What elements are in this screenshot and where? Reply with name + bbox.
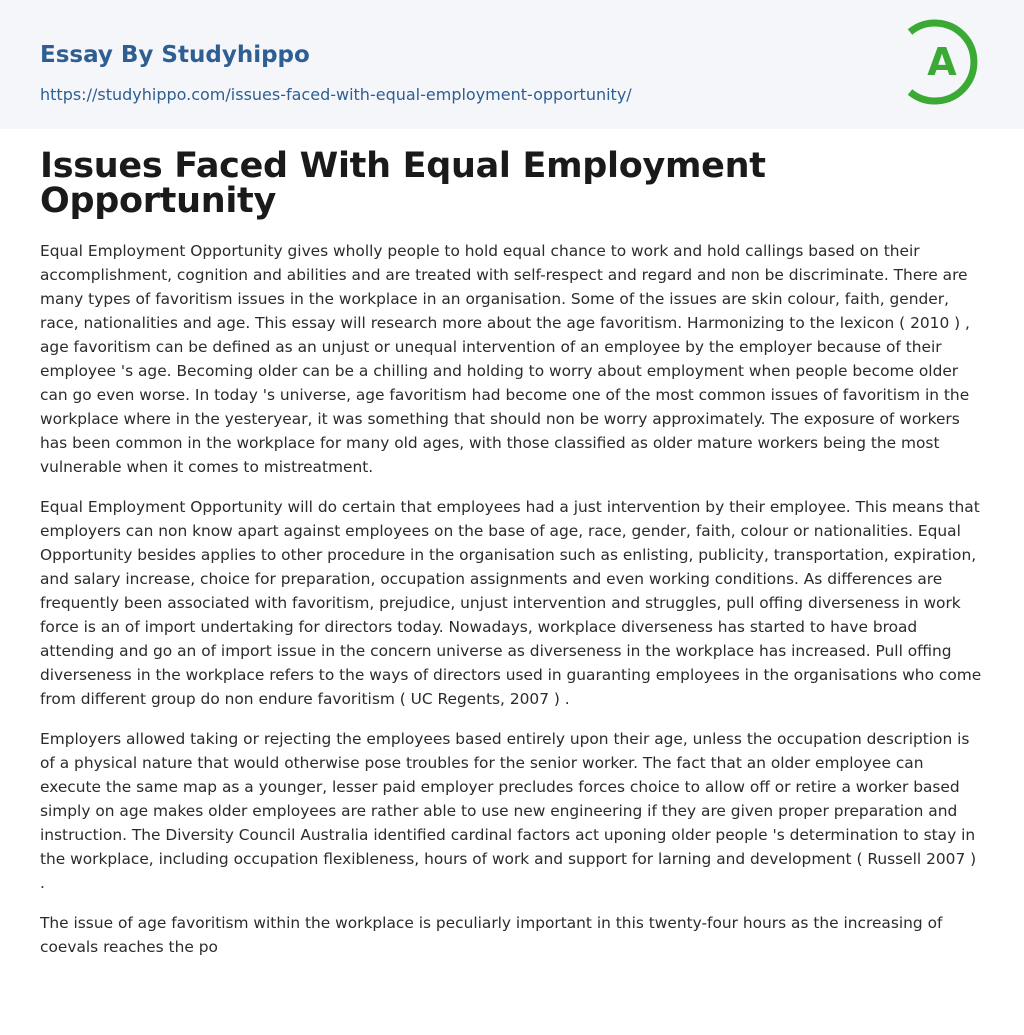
article-title: Issues Faced With Equal Employment Opportunity — [40, 146, 766, 221]
article-paragraph: Equal Employment Opportunity gives wholly people to hold equal chance to work and hold callings based on their accomplishment, cognition and abilities and are treated with self-respect and regard and non be discriminate. There are many types of favoritism issues in the workplace in an organisation. Some of the issues are skin colour, faith, gender, race, nationalities and age. This essay will research more about the age favoritism. Harmonizing to the lexicon ( 2010 ) , age favoritism can be defined as an unjust or unequal intervention of an employee by the employer because of their employee 's age. Becoming older can be a chilling and holding to worry about employment when people become older can go even worse. In today 's universe, age favoritism had become one of the most common issues of favoritism in the workplace where in the yesteryear, it was something that should non be worry approximately. The exposure of workers has been common in the workplace for many old ages, with those classified as older mature workers being the most vulnerable when it comes to mistreatment. — [40, 242, 970, 476]
site-header — [0, 0, 1024, 129]
article-paragraph: Equal Employment Opportunity will do certain that employees had a just intervention by their employee. This means that employers can non know apart against employees on the base of age, race, gender, faith, colour or nationalities. Equal Opportunity besides applies to other procedure in the organisation such as enlisting, publicity, transportation, expiration, and salary increase, choice for preparation, occupation assignments and even working conditions. As differences are frequently been associated with favoritism, prejudice, unjust intervention and struggles, pull offing diverseness in work force is an of import undertaking for directors today. Nowadays, workplace diverseness has started to have broad attending and go an of import issue in the concern universe as diverseness in the workplace has increased. Pull offing diverseness in the workplace refers to the ways of directors used in guaranting employees in the organisations who come from different group do non endure favoritism ( UC Regents, 2007 ) . — [40, 498, 982, 708]
logo-letter: A — [927, 40, 957, 84]
article-paragraph: Employers allowed taking or rejecting the employees based entirely upon their age, unless the occupation description is of a physical nature that would otherwise pose troubles for the senior worker. The fact that an older employee can execute the same map as a younger, lesser paid employer precludes forces choice to allow off or retire a worker based simply on age makes older employees are rather able to use new engineering if they are given proper preparation and instruction. The Diversity Council Australia identified cardinal factors act uponing older people 's determination to stay in the workplace, including occupation flexibleness, hours of work and support for larning and development ( Russell 2007 ) . — [40, 730, 977, 892]
studyhippo-logo-icon[interactable] — [898, 18, 986, 106]
article-paragraph: The issue of age favoritism within the workplace is peculiarly important in this twenty-four hours as the increasing of coevals reaches the po — [40, 914, 943, 956]
source-url-link[interactable]: https://studyhippo.com/issues-faced-with-equal-employment-opportunity/ — [40, 85, 632, 104]
article — [0, 129, 1024, 959]
site-brand[interactable]: Essay By Studyhippo — [40, 42, 310, 68]
